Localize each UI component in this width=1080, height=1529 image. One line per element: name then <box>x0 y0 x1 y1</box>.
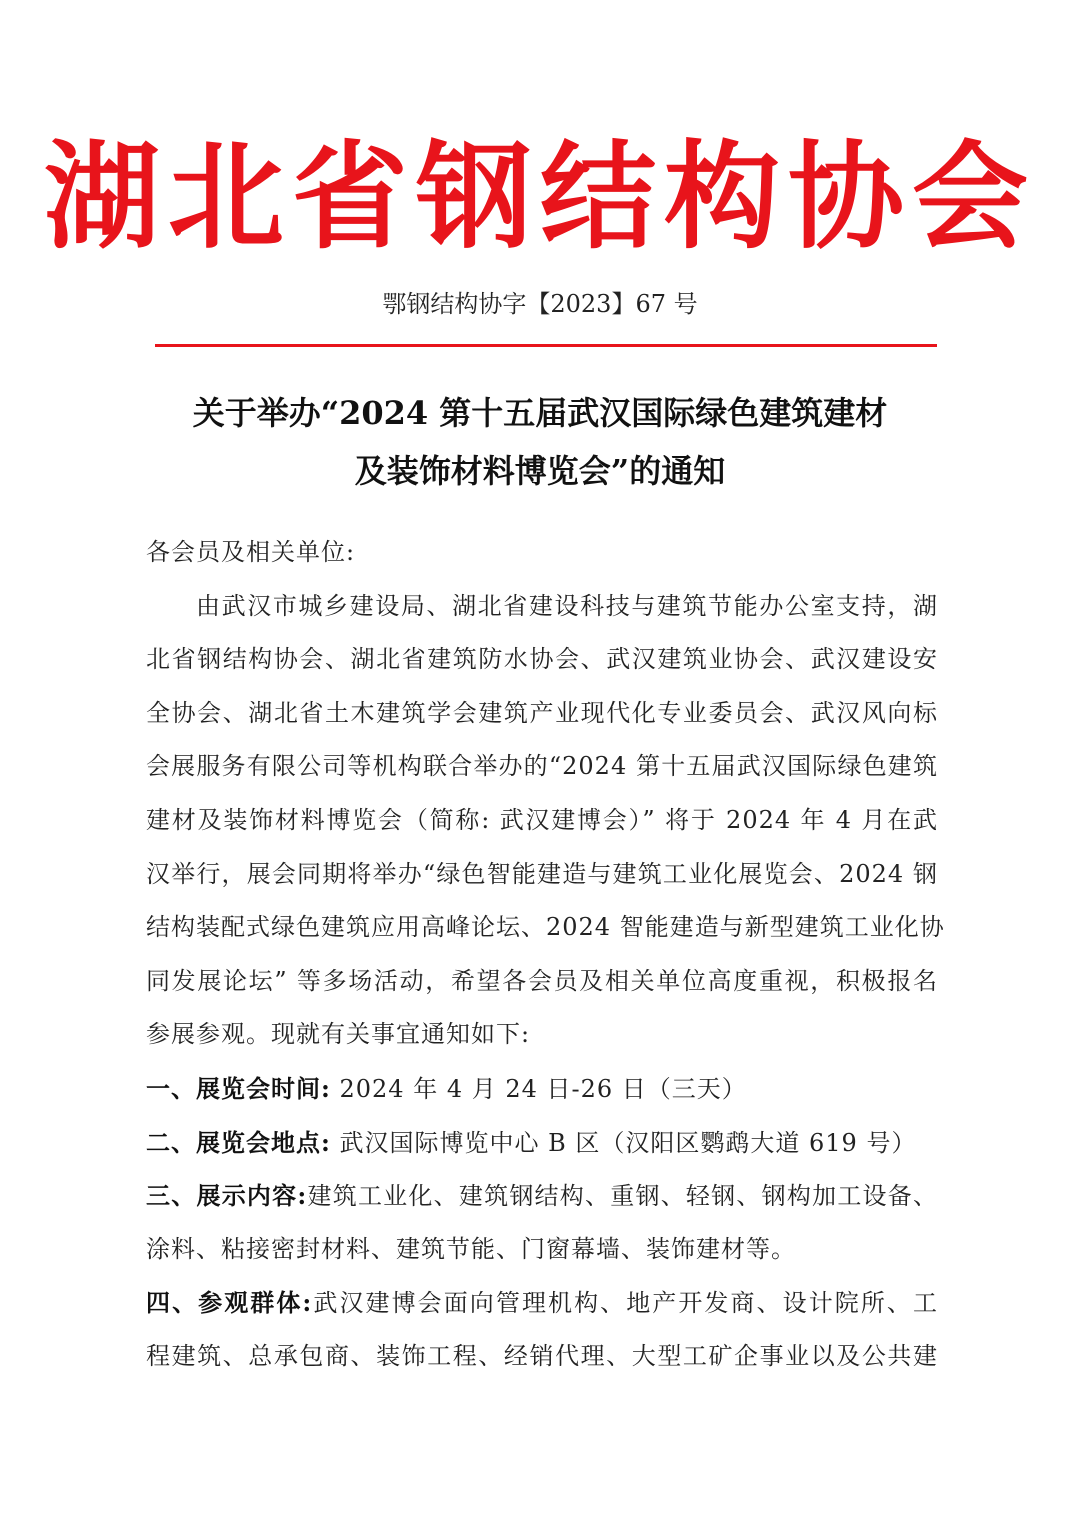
item-label: 三、展示内容: <box>146 1181 308 1211</box>
item-label: 四、参观群体: <box>146 1288 313 1318</box>
item-label: 二、展览会地点: <box>146 1127 331 1157</box>
notice-title <box>0 384 1080 500</box>
item-exhibition-venue <box>146 1116 938 1170</box>
item-exhibit-content <box>146 1169 938 1223</box>
paragraph-line: 汉举行，展会同期将举办“绿色智能建造与建筑工业化展览会、2024 钢 <box>146 859 938 888</box>
notice-body <box>146 526 945 1384</box>
paragraph-line: 会展服务有限公司等机构联合举办的“2024 第十五届武汉国际绿色建筑 <box>146 752 938 781</box>
paragraph-line: 同发展论坛” 等多场活动，希望各会员及相关单位高度重视，积极报名 <box>146 966 938 995</box>
salutation: 各会员及相关单位: <box>146 538 356 566</box>
paragraph-line: 由武汉市城乡建设局、湖北省建设科技与建筑节能办公室支持，湖 <box>196 591 938 620</box>
paragraph-line: 全协会、湖北省土木建筑学会建筑产业现代化专业委员会、武汉风向标 <box>146 698 938 727</box>
item-text: 建筑工业化、建筑钢结构、重钢、轻钢、钢构加工设备、 <box>307 1182 939 1211</box>
paragraph-line: 建材及装饰材料博览会（简称: 武汉建博会）” 将于 2024 年 4 月在武 <box>146 805 938 834</box>
paragraph-line: 北省钢结构协会、湖北省建筑防水协会、武汉建筑业协会、武汉建设安 <box>146 645 938 674</box>
item-text-continued: 程建筑、总承包商、装饰工程、经销代理、大型工矿企事业以及公共建 <box>146 1341 938 1370</box>
paragraph-line: 结构装配式绿色建筑应用高峰论坛、2024 智能建造与新型建筑工业化协 <box>146 913 945 942</box>
item-text: 武汉国际博览中心 B 区（汉阳区鹦鹉大道 619 号） <box>339 1128 917 1157</box>
item-text-continued: 涂料、粘接密封材料、建筑节能、门窗幕墙、装饰建材等。 <box>146 1234 796 1263</box>
organization-masthead: 湖北省钢结构协会 <box>44 130 1036 265</box>
item-exhibition-time <box>146 1062 938 1116</box>
item-text: 2024 年 4 月 24 日-26 日（三天） <box>339 1074 747 1103</box>
item-text: 武汉建博会面向管理机构、地产开发商、设计院所、工 <box>312 1289 939 1318</box>
item-visitor-groups <box>146 1276 938 1330</box>
document-number: 鄂钢结构协字【2023】67 号 <box>382 290 698 318</box>
paragraph-line: 参展参观。现就有关事宜通知如下: <box>146 1020 531 1049</box>
title-line-1: 关于举办“2024 第十五届武汉国际绿色建筑建材 <box>192 394 888 432</box>
title-line-2: 及装饰材料博览会”的通知 <box>354 452 726 490</box>
item-label: 一、展览会时间: <box>146 1073 331 1103</box>
red-divider-line <box>155 344 937 347</box>
